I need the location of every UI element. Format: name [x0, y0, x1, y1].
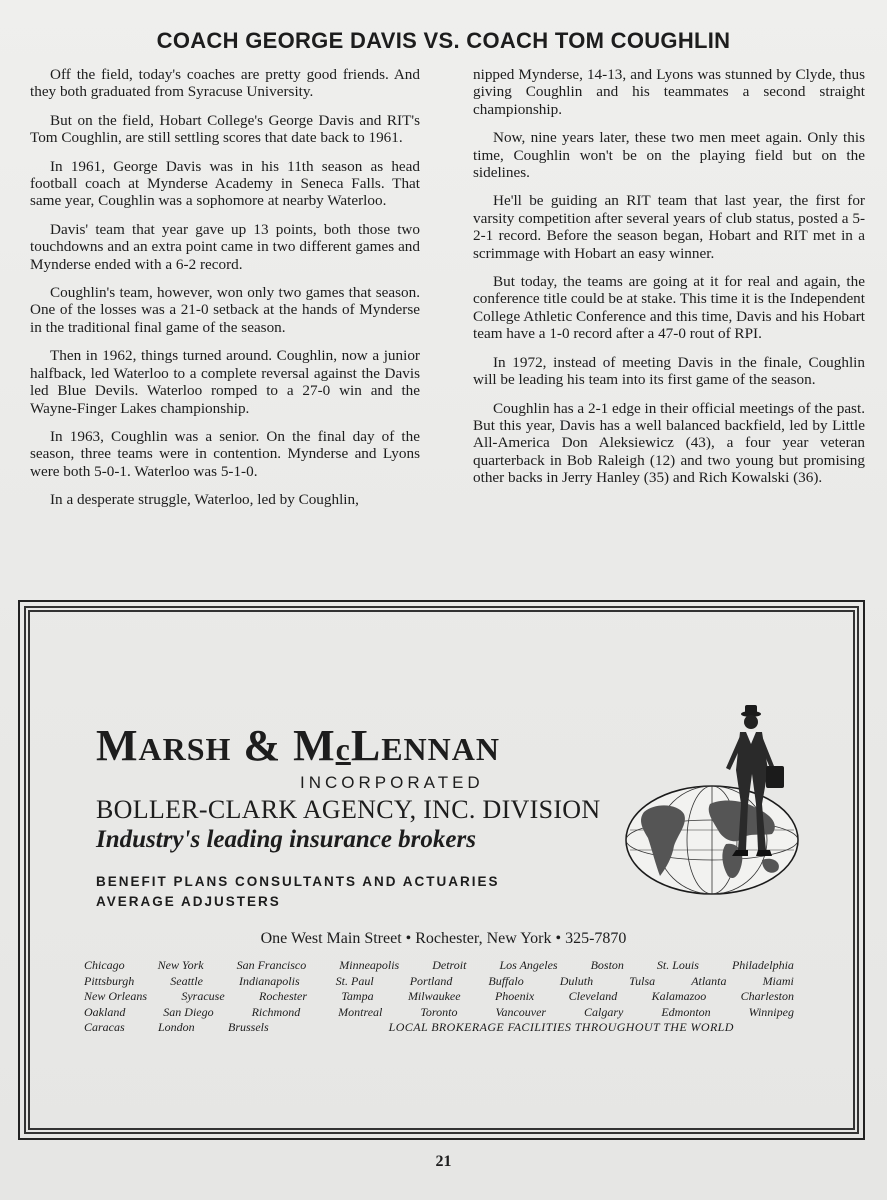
- city-name: Oakland: [84, 1004, 126, 1019]
- city-name: Phoenix: [494, 989, 535, 1004]
- city-name: Tampa: [341, 989, 374, 1004]
- city-name: Duluth: [559, 973, 594, 988]
- article-paragraph: But on the field, Hobart College's George Davis and RIT's Tom Coughlin, are still settling scores that date back to 1961.: [30, 111, 420, 147]
- city-name: St. Paul: [335, 973, 374, 988]
- city-name: Toronto: [420, 1004, 458, 1019]
- article-paragraph: In 1961, George Davis was in his 11th season as head football coach at Mynderse Academy in Seneca Falls. That same year, Coughlin was a sophomore at nearby Waterloo.: [30, 157, 420, 210]
- ad-address: One West Main Street • Rochester, New York • 325-7870: [260, 930, 627, 947]
- city-name: Vancouver: [495, 1004, 547, 1019]
- city-name: Charleston: [740, 989, 794, 1004]
- city-name: Richmond: [251, 1004, 301, 1019]
- brand-part: c: [335, 731, 351, 767]
- ad-division: BOLLER-CLARK AGENCY, INC. DIVISION: [96, 795, 601, 824]
- brand-part: &: [231, 721, 294, 770]
- brand-part: ARSH: [138, 731, 232, 767]
- city-name: Pittsburgh: [84, 973, 135, 988]
- article-left-column: [30, 66, 420, 520]
- article-paragraph: Now, nine years later, these two men meet again. Only this time, Coughlin won't be on the playing field but on the sidelines.: [473, 129, 865, 182]
- city-name: Buffalo: [488, 973, 524, 988]
- ad-incorporated: INCORPORATED: [300, 773, 484, 792]
- article-paragraph: Then in 1962, things turned around. Coughlin, now a junior halfback, led Waterloo to a complete reversal against the Davis led Blue Devils. Waterloo romped to a 27-0 win and the Wayne-Finger Lakes championship.: [30, 347, 420, 417]
- city-row: [84, 958, 794, 974]
- city-name: New Orleans: [84, 989, 147, 1004]
- article-paragraph: Coughlin has a 2-1 edge in their official meetings of the past. But this year, Davis has a well balanced backfield, led by Little All-America Don Aleksiewicz (43), a four year veteran quarterback in Bob Raleigh (12) and two young but promising other backs in Jerry Hanley (35) and Rich Kowalski (36).: [473, 399, 865, 487]
- city-name: Edmonton: [661, 1004, 711, 1019]
- city-name: Chicago: [84, 958, 125, 972]
- city-name: Indianapolis: [238, 973, 300, 988]
- city-name: Calgary: [584, 1004, 624, 1019]
- city-row: [84, 1020, 794, 1036]
- ad-local-facilities: LOCAL BROKERAGE FACILITIES THROUGHOUT THE WORLD: [388, 1020, 734, 1035]
- city-name: New York: [157, 958, 204, 972]
- city-name: Philadelphia: [731, 958, 794, 972]
- article-headline: COACH GEORGE DAVIS VS. COACH TOM COUGHLIN: [156, 28, 731, 53]
- brand-part: M: [96, 721, 139, 770]
- article-paragraph: Off the field, today's coaches are pretty good friends. And they both graduated from Syracuse University.: [30, 66, 420, 101]
- article-right-column: [473, 66, 865, 498]
- article-paragraph: Coughlin's team, however, won only two games that season. One of the losses was a 21-0 setback at the hands of Mynderse in the traditional final game of the season.: [30, 284, 420, 336]
- brand-part: ENNAN: [381, 731, 500, 767]
- city-name: London: [158, 1020, 195, 1035]
- city-name: Cleveland: [568, 989, 618, 1004]
- article-paragraph: But today, the teams are going at it for real and again, the conference title could be at stake. This time it is the Independent College Athletic Conference and this time, Davis and his Hobart team have a 1-0 record after a 47-0 rout of RPI.: [473, 273, 865, 343]
- city-name: Los Angeles: [499, 958, 558, 972]
- article-paragraph: In a desperate struggle, Waterloo, led by Coughlin,: [50, 491, 359, 509]
- globe-icon: [626, 786, 798, 894]
- article-paragraph: In 1972, instead of meeting Davis in the finale, Coughlin will be leading his team into its first game of the season.: [473, 353, 865, 389]
- city-name: San Francisco: [236, 958, 307, 972]
- ad-office-locations: [84, 958, 794, 1036]
- city-name: Winnipeg: [748, 1004, 794, 1019]
- brand-part: L: [350, 721, 382, 770]
- ad-service-line: BENEFIT PLANS CONSULTANTS AND ACTUARIES: [96, 874, 500, 889]
- city-name: Brussels: [228, 1020, 269, 1035]
- city-name: Montreal: [338, 1004, 383, 1019]
- city-name: Milwaukee: [407, 989, 461, 1004]
- page-number: 21: [435, 1153, 452, 1170]
- city-name: Tulsa: [629, 973, 656, 988]
- city-name: Caracas: [84, 1020, 125, 1035]
- city-name: Miami: [762, 973, 794, 988]
- city-name: San Diego: [163, 1004, 214, 1019]
- ad-services: [96, 872, 500, 912]
- article-paragraph: Davis' team that year gave up 13 points, both those two touchdowns and an extra point came in two different games and Mynderse ended with a 6-2 record.: [30, 220, 420, 273]
- globe-businessman-art: [622, 700, 802, 900]
- city-name: Detroit: [432, 958, 467, 972]
- city-name: Minneapolis: [339, 958, 400, 972]
- city-name: Syracuse: [181, 989, 225, 1004]
- city-name: Atlanta: [691, 973, 727, 988]
- ad-service-line: AVERAGE ADJUSTERS: [96, 894, 281, 909]
- article-paragraph: He'll be guiding an RIT team that last year, the first for varsity competition after several years of club status, posted a 5-2-1 record. Before the season began, Hobart and RIT met in a scrimmage with Hobart an easy winner.: [473, 192, 865, 262]
- city-name: Rochester: [259, 989, 307, 1004]
- city-row: [84, 989, 794, 1005]
- article-paragraph: In 1963, Coughlin was a senior. On the final day of the season, three teams were in contention. Mynderse and Lyons were both 5-0-1. Waterloo was 5-1-0.: [30, 427, 420, 480]
- brand-part: M: [293, 721, 336, 770]
- city-name: Seattle: [170, 973, 203, 988]
- city-name: Portland: [409, 973, 453, 988]
- city-name: St. Louis: [656, 958, 699, 972]
- article-paragraph-continued: nipped Mynderse, 14-13, and Lyons was stunned by Clyde, thus giving Coughlin and his teammates a second straight championship.: [473, 66, 865, 118]
- city-row: [84, 1005, 794, 1021]
- city-name: Kalamazoo: [651, 989, 707, 1004]
- ad-tagline: Industry's leading insurance brokers: [96, 826, 476, 853]
- city-row: [84, 974, 794, 990]
- city-name: Boston: [590, 958, 624, 972]
